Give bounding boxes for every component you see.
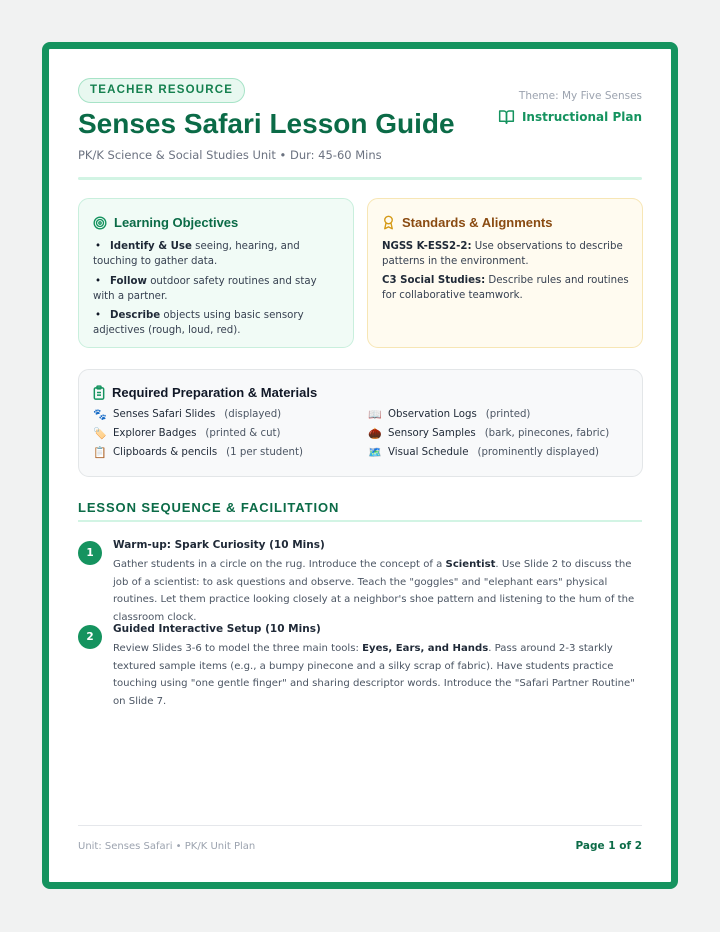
standards-title xyxy=(382,215,552,230)
standards-card xyxy=(367,198,643,348)
objective-item: • Follow outdoor safety routines and stay with a partner. xyxy=(93,274,341,304)
clipboard-emoji-icon: 📋 xyxy=(93,446,107,459)
objectives-list xyxy=(93,239,341,343)
learning-objectives-title xyxy=(93,215,238,230)
objective-item: • Describe objects using basic sensory adjectives (rough, loud, red). xyxy=(93,308,341,338)
material-item: 🏷️ Explorer Badges (printed & cut) xyxy=(93,427,281,440)
step-number-badge: 2 xyxy=(78,625,102,649)
material-item: 🌰 Sensory Samples (bark, pinecones, fabric) xyxy=(368,427,610,440)
standard-item: NGSS K-ESS2-2: Use observations to describe patterns in the environment. xyxy=(382,241,623,267)
materials-title-text: Required Preparation & Materials xyxy=(112,385,318,400)
page-number: Page 1 of 2 xyxy=(575,840,642,852)
step-body: Review Slides 3-6 to model the three main tools: Eyes, Ears, and Hands. Pass around 2-3 starkly textured sample items (e.g., a bumpy pinecone and a silky scrap of fabric). Have students practice touching using "one gentle finger" and sharing descriptor words. Introduce the "Safari Partner Routine" on Slide 7. xyxy=(113,643,635,707)
standard-item: C3 Social Studies: Describe rules and routines for collaborative teamwork. xyxy=(382,275,629,301)
lesson-sequence-heading: LESSON SEQUENCE & FACILITATION xyxy=(78,500,340,515)
step-title: Warm-up: Spark Curiosity (10 Mins) xyxy=(113,539,325,551)
page-subtitle: PK/K Science & Social Studies Unit • Dur: 45-60 Mins xyxy=(78,148,382,162)
learning-objectives-title-text: Learning Objectives xyxy=(114,215,239,230)
materials-title xyxy=(93,385,317,400)
target-icon xyxy=(93,216,107,230)
label-tag-icon: 🏷️ xyxy=(93,427,107,440)
learning-objectives-card xyxy=(78,198,354,348)
standards-title-text: Standards & Alignments xyxy=(402,215,553,230)
header-divider xyxy=(78,177,642,180)
instructional-plan-label xyxy=(498,109,642,124)
teacher-resource-badge: TEACHER RESOURCE xyxy=(78,78,245,103)
theme-label: Theme: My Five Senses xyxy=(518,90,642,102)
footer-unit-label: Unit: Senses Safari • PK/K Unit Plan xyxy=(78,841,256,852)
page-frame xyxy=(42,42,678,889)
map-icon: 🗺️ xyxy=(368,446,382,459)
sequence-divider xyxy=(78,520,642,522)
materials-card xyxy=(78,369,643,477)
instructional-plan-text: Instructional Plan xyxy=(521,109,642,124)
objective-item: • Identify & Use seeing, hearing, and touching to gather data. xyxy=(93,239,341,269)
award-ribbon-icon xyxy=(382,215,395,230)
step-number-badge: 1 xyxy=(78,541,102,565)
pinecone-icon: 🌰 xyxy=(368,427,382,440)
clipboard-icon xyxy=(93,385,105,400)
material-item: 🐾 Senses Safari Slides (displayed) xyxy=(93,408,282,421)
material-item: 📋 Clipboards & pencils (1 per student) xyxy=(93,446,303,459)
book-icon xyxy=(498,109,515,124)
step-body: Gather students in a circle on the rug. Introduce the concept of a Scientist. Use Slide 2 to discuss the job of a scientist: to ask questions and observe. Teach the "goggles" and "elephant ears" physical routines. Let them practice looking closely at a neighbor's shoe pattern and listening to the hum of the classroom clock. xyxy=(113,559,635,623)
material-item: 📖 Observation Logs (printed) xyxy=(368,408,531,421)
paw-prints-icon: 🐾 xyxy=(93,408,107,421)
open-book-icon: 📖 xyxy=(368,408,382,421)
material-item: 🗺️ Visual Schedule (prominently displayed) xyxy=(368,446,600,459)
page-title: Senses Safari Lesson Guide xyxy=(78,108,455,139)
step-title: Guided Interactive Setup (10 Mins) xyxy=(113,623,321,635)
footer-divider xyxy=(78,825,642,826)
